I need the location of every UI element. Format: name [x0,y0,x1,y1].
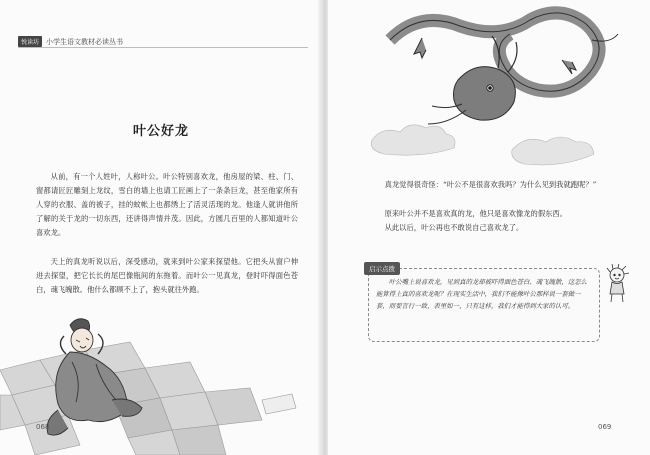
series-header [18,36,123,47]
story-paragraph-3: 真龙觉得很奇怪：“叶公不是很喜欢我吗？为什么见到我就跑呢？” [384,180,597,189]
left-page [0,0,322,455]
sidebar-text: 叶公嘴上说喜欢龙，见到真的龙却被吓得面色苍白、魂飞魄散，这怎么能算得上真的喜欢龙呢？在现实生活中，我们不能像叶公那样说一套做一套，而要言行一致，表里如一，只有这样，我们才能得到大家的认可。 [376,278,587,310]
right-page [328,0,650,455]
sidebar-label: 启示点拨 [364,262,400,275]
story-paragraph-5: 从此以后，叶公再也不敢说自己喜欢龙了。 [384,223,524,232]
story-paragraph-1: 从前，有一个人姓叶，人称叶公。叶公特别喜欢龙，他房屋的梁、柱、门、窗都请匠匠雕刻上龙纹，雪白的墙上也请工匠画上了一条条巨龙，甚至他家所有人穿的衣服、盖的被子，挂的蚊帐上也都绣上了活灵活现的龙。他逢人就讲他所了解的关于龙的一切东西，还讲得声情并茂。因此，方圆几百里的人都知道叶公喜欢龙。 [36,172,298,237]
page-number-left: 068 [36,423,50,431]
man-fleeing-illustration [0,300,322,455]
story-paragraph-4: 原来叶公并不是喜欢真的龙，他只是喜欢像龙的假东西。 [384,209,568,218]
story-paragraph-2: 天上的真龙听说以后，深受感动，就来到叶公家来探望他。它把头从窗户伸进去探望，把它长长的尾巴像瓶间的东拖着。而叶公一见真龙，登时吓得面色苍白，魂飞魄散。他什么都顾不上了，抱头就往外跑。 [36,257,298,294]
story-title: 叶公好龙 [132,124,189,139]
dragon-illustration [362,0,632,170]
series-badge: 悦读坊 [18,36,42,47]
page-number-right: 069 [598,423,612,431]
insight-sidebar [364,262,636,354]
series-title: 小学生语文教材必读丛书 [46,37,124,46]
header-rule [18,47,308,48]
child-cartoon-icon [602,264,632,304]
